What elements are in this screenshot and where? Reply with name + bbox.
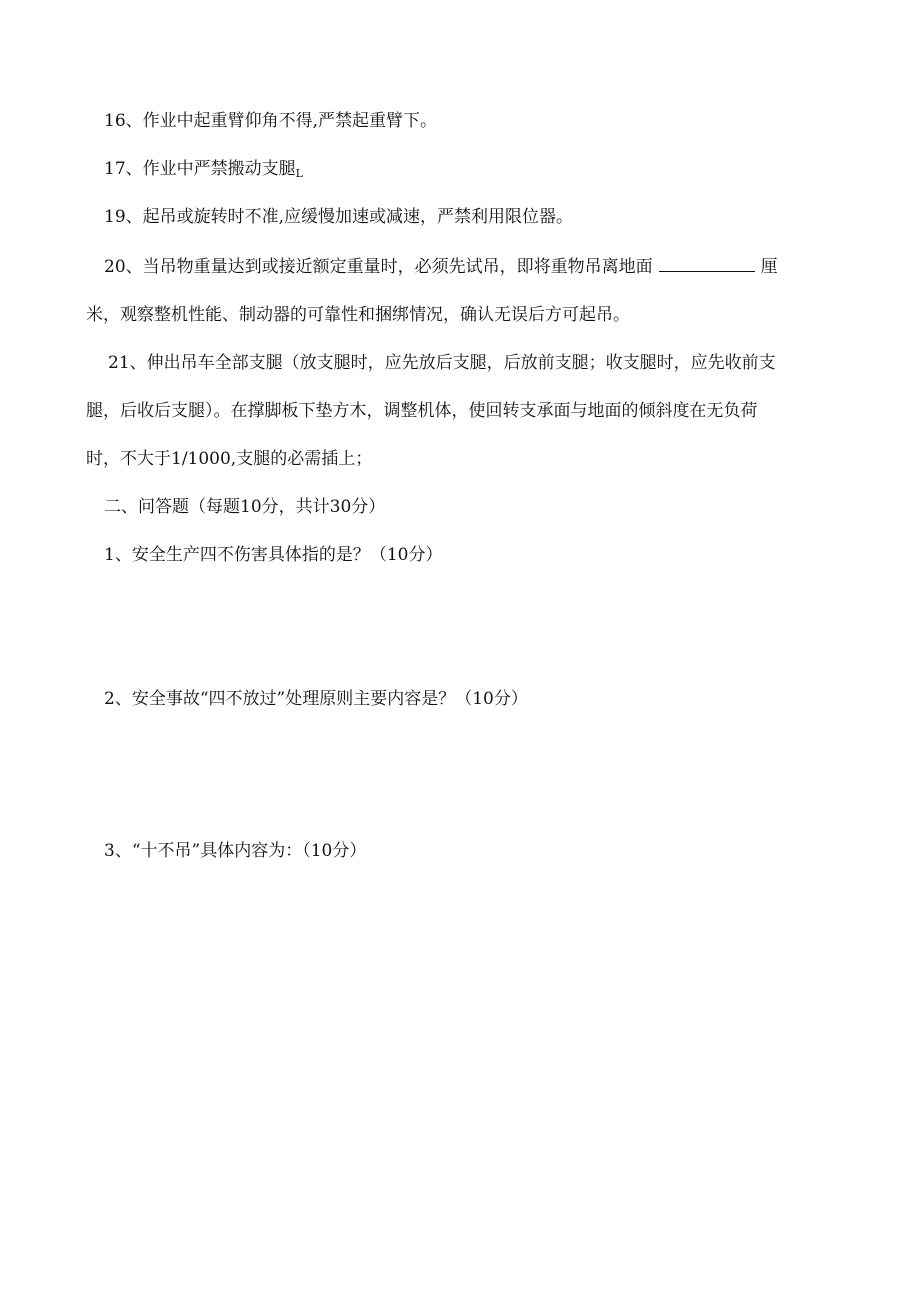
item-17-text: 17、作业中严禁搬动支腿: [104, 159, 296, 179]
item-20-text: 20、当吊物重量达到或接近额定重量时，必须先试吊，即将重物吊离地面: [104, 257, 653, 277]
item-21-line-1: 21、伸出吊车全部支腿（放支腿时，应先放后支腿，后放前支腿；收支腿时，应先收前支: [108, 353, 776, 373]
item-20-line-1: [104, 256, 778, 278]
item-17-subscript: L: [295, 167, 303, 180]
question-2: 2、安全事故“四不放过”处理原则主要内容是？（10分）: [104, 689, 528, 709]
item-19: 19、起吊或旋转时不准,应缓慢加速或减速，严禁利用限位器。: [104, 207, 574, 227]
item-21-line-2: 腿，后收后支腿）。在撑脚板下垫方木，调整机体，使回转支承面与地面的倾斜度在无负荷: [86, 401, 758, 421]
item-20-unit: 厘: [760, 257, 778, 277]
item-17: [104, 158, 303, 185]
item-21-line-3: 时，不大于1/1000,支腿的必需插上；: [86, 449, 373, 469]
question-3: 3、“十不吊”具体内容为：（10分）: [104, 841, 367, 861]
item-16: 16、作业中起重臂仰角不得,严禁起重臂下。: [104, 111, 438, 131]
section-2-heading: 二、问答题（每题10分，共计30分）: [104, 497, 386, 517]
fill-blank: [659, 257, 755, 272]
item-20-line-2: 米，观察整机性能、制动器的可靠性和捆绑情况，确认无误后方可起吊。: [86, 305, 630, 325]
question-1: 1、安全生产四不伤害具体指的是？（10分）: [104, 545, 443, 565]
